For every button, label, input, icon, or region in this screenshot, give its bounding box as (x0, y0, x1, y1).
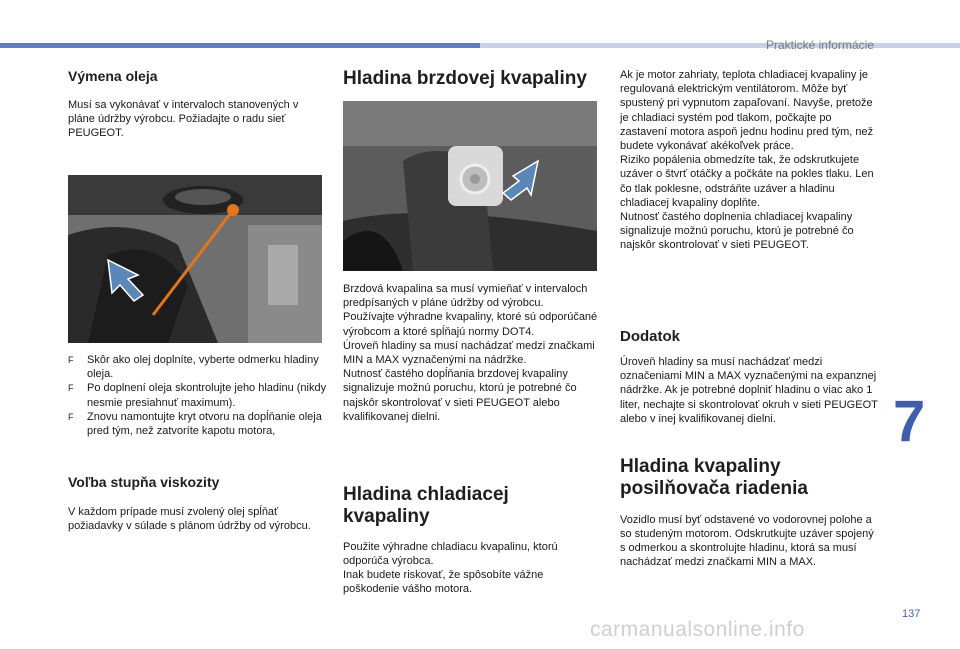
brake-paragraph: Úroveň hladiny sa musí nachádzať medzi značkami MIN a MAX vyznačenými na nádržke. (343, 339, 595, 367)
brake-paragraph: Brzdová kvapalina sa musí vymieňať v intervaloch predpísaných v pláne údržby od výrobcu. (343, 283, 588, 310)
coolant-section (343, 484, 593, 597)
coolant-paragraph: Použite výhradne chladiacu kvapalinu, ktorú odporúča výrobca. (343, 540, 558, 568)
viscosity-heading: Voľba stupňa viskozity (68, 474, 220, 490)
bullet-symbol: F (68, 355, 74, 365)
brake-paragraph: Používajte výhradne kvapaliny, ktoré sú odporúčané výrobcom a ktoré spĺňajú normy DOT4. (343, 311, 598, 338)
oil-change-heading: Výmena oleja (68, 68, 158, 84)
coolant-paragraph: Inak budete riskovať, že spôsobíte vážne poškodenie vášho motora. (343, 569, 544, 596)
header-bar (0, 43, 480, 48)
chapter-number: 7 (893, 389, 926, 454)
column-1 (68, 68, 328, 141)
engine-oil-image (68, 175, 322, 343)
watermark: carmanualsonline.info (590, 618, 805, 641)
page-number: 137 (902, 608, 921, 620)
power-steering-text: Vozidlo musí byť odstavené vo vodorovnej polohe a so studeným motorom. Odskrutkujte uzáver spojený s odmerkou a skontrolujte hladinu, ktorá sa musí nachádzať medzi značkami MIN a MAX. (620, 513, 874, 569)
addendum-text: Úroveň hladiny sa musí nachádzať medzi označeniami MIN a MAX vyznačenými na expanznej nádržke. Ak je potrebné doplniť hladinu o viac ako 1 liter, nechajte si skontrolovať okruh v sieti PEUGEOT alebo v inej kvalifikovanej dielni. (620, 356, 878, 425)
bullet-text: Znovu namontujte kryt otvoru na dopĺňanie oleja pred tým, než zatvoríte kapotu motora, (87, 410, 322, 438)
section-title: Praktické informácie (765, 38, 874, 52)
brake-reservoir-image (343, 101, 597, 271)
brake-fluid-photo (343, 101, 597, 271)
brake-paragraph: Nutnosť častého dopĺňania brzdovej kvapaliny signalizuje možnú poruchu, ktorú je potrebné čo najskôr skontrolovať v sieti PEUGEOT alebo kvalifikovanej dielni. (343, 368, 577, 423)
bullet-item (68, 381, 330, 409)
coolant-heading: Hladina chladiacej kvapaliny (343, 484, 509, 528)
header-bar-light (480, 43, 960, 48)
oil-change-text: Musí sa vykonávať v intervaloch stanovených v pláne údržby výrobcu. Požiadajte o radu sieť PEUGEOT. (68, 99, 299, 140)
coolant-info-paragraph: Riziko popálenia obmedzíte tak, že odskrutkujete uzáver o štvrť otáčky a počkáte na pokles tlaku. Len čo tlak poklesne, odstráňte uzáver a hladinu chladiacej kvapaliny doplňte. (620, 154, 874, 209)
oil-filler-photo (68, 175, 322, 343)
coolant-info (620, 68, 878, 253)
viscosity-text: V každom prípade musí zvolený olej spĺňať požiadavky v súlade s plánom údržby od výrobcu. (68, 506, 311, 533)
viscosity-section (68, 474, 328, 533)
bullet-text: Skôr ako olej doplníte, vyberte odmerku hladiny oleja. (87, 354, 319, 381)
bullet-text: Po doplnení oleja skontrolujte jeho hladinu (nikdy nesmie presiahnuť maximum). (87, 382, 327, 409)
power-steering-section (620, 456, 874, 570)
brake-fluid-heading: Hladina brzdovej kvapaliny (343, 68, 587, 89)
power-steering-heading: Hladina kvapaliny posilňovača riadenia (620, 456, 808, 500)
coolant-info-paragraph: Nutnosť častého doplnenia chladiacej kvapaliny signalizuje možnú poruchu, ktorú je potrebné čo najskôr skontrolovať v sieti PEUGEOT. (620, 211, 854, 252)
bullet-item (68, 353, 330, 381)
brake-fluid-heading-wrap (343, 68, 603, 90)
bullet-symbol: F (68, 383, 74, 394)
oil-bullets (68, 353, 330, 438)
bullet-symbol: F (68, 411, 74, 422)
addendum-heading: Dodatok (620, 328, 680, 345)
addendum-section (620, 328, 878, 426)
bullet-item (68, 410, 330, 438)
coolant-info-paragraph: Ak je motor zahriaty, teplota chladiacej kvapaliny je regulovaná elektrickým ventilátorom. Môže byť spustený pri vypnutom zapaľovaní. Navyše, pretože je chladiaci systém pod tlakom, počkajte po zastavení motora aspoň jednu hodinu pred tým, než budete vykonávať akékoľvek práce. (620, 69, 874, 153)
brake-fluid-text (343, 282, 605, 424)
